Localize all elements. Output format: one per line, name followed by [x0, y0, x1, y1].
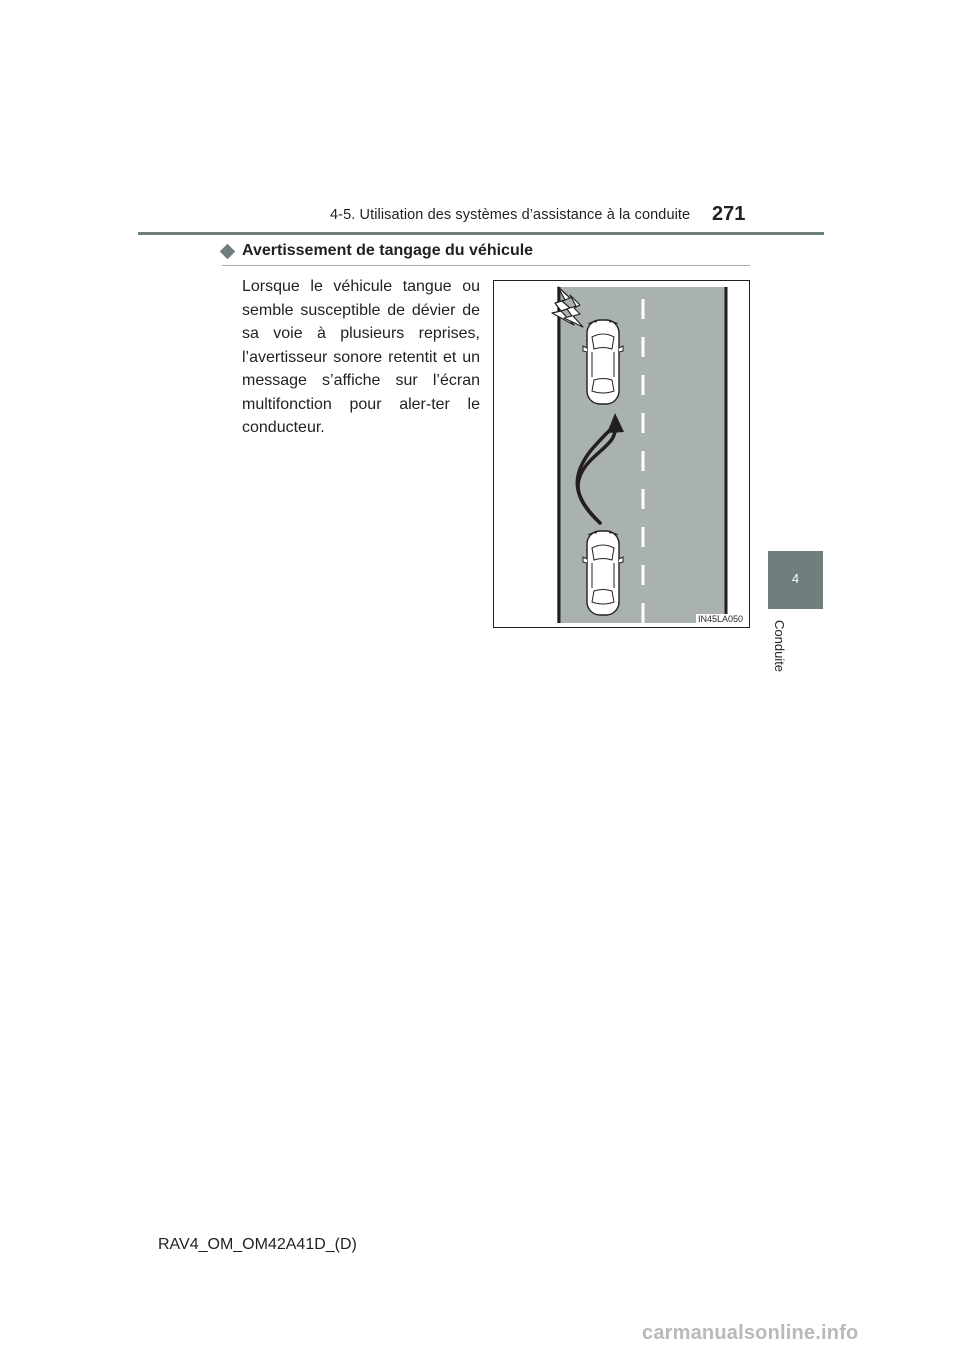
chapter-title: [772, 620, 788, 680]
header-title: 4-5. Utilisation des systèmes d’assistance à la conduite: [330, 207, 691, 223]
lane-sway-illustration: [494, 281, 749, 627]
chapter-title-text: Conduite: [772, 620, 787, 673]
section-heading: [222, 243, 750, 266]
lane-sway-figure: [493, 280, 750, 628]
chapter-number: 4: [791, 571, 800, 586]
chapter-tab: [768, 551, 823, 609]
car-rear-icon: [583, 531, 623, 615]
diamond-bullet-icon: [220, 244, 236, 260]
section-heading-text: Avertissement de tangage du véhicule: [242, 242, 534, 259]
watermark: carmanualsonline.info: [642, 1322, 859, 1344]
section-body-text: Lorsque le véhicule tangue ou semble susceptible de dévier de sa voie à plusieurs reprises, l’avertisseur sonore retentit et un message s’affiche sur l’écran multifonction pour aler-ter le conducteur.: [242, 278, 480, 436]
page-number: 271: [712, 203, 746, 225]
footer-doc-code: RAV4_OM_OM42A41D_(D): [158, 1236, 357, 1253]
car-front-icon: [583, 320, 623, 404]
figure-code: IN45LA050: [697, 614, 743, 624]
header-rule: [138, 232, 824, 235]
